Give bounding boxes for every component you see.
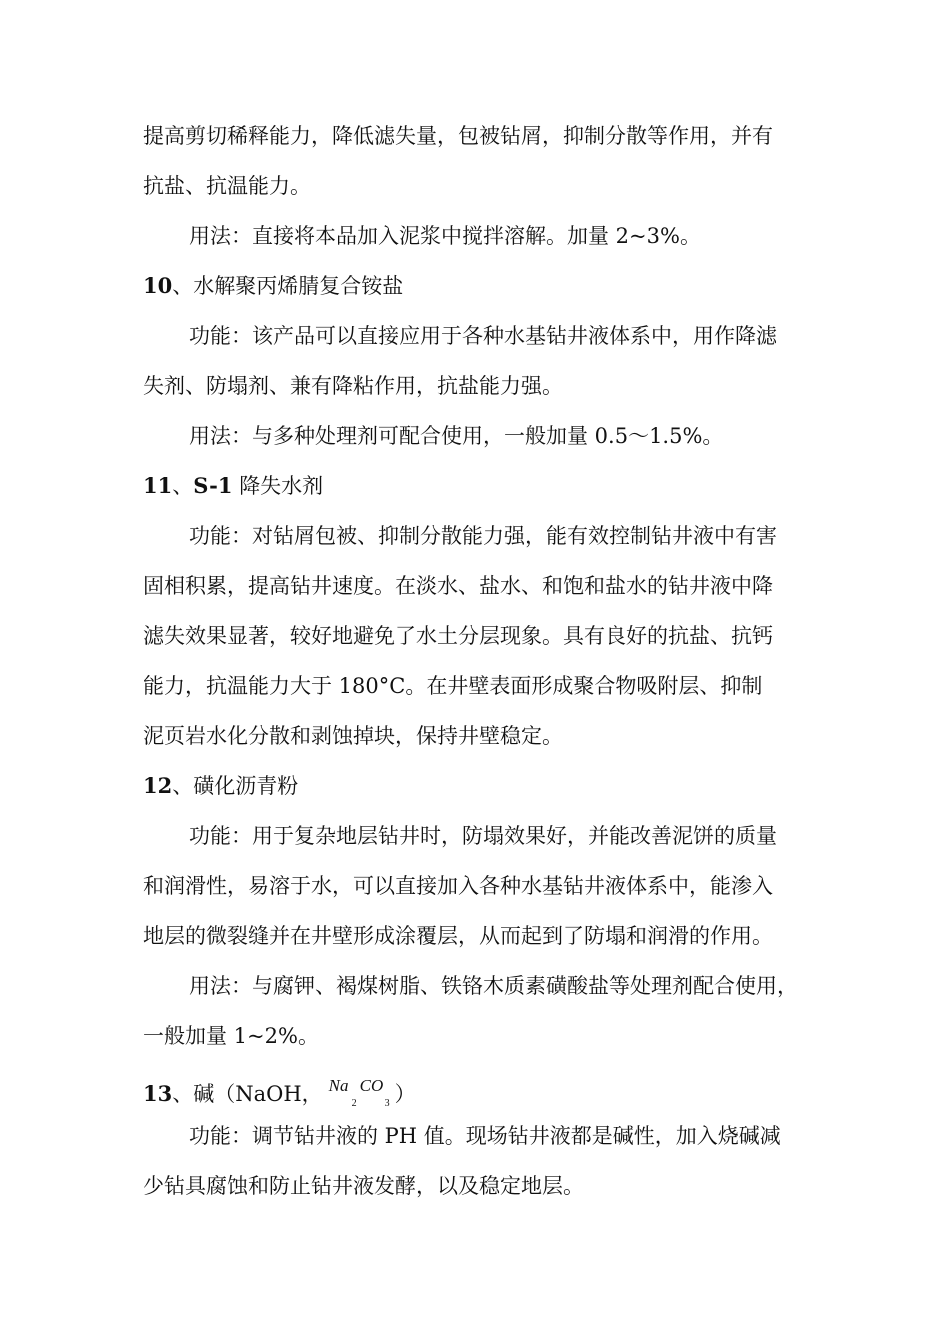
heading-code: S-1 bbox=[193, 473, 233, 498]
formula-na: Na bbox=[328, 1076, 349, 1095]
paragraph-line: 泥页岩水化分散和剥蚀掉块，保持井壁稳定。 bbox=[143, 724, 563, 748]
paragraph-line: 用法：直接将本品加入泥浆中搅拌溶解。加量 2~3%。 bbox=[189, 224, 701, 248]
heading-title: 降失水剂 bbox=[239, 474, 324, 498]
section-heading-12 bbox=[143, 771, 298, 801]
paragraph-line: 功能：对钻屑包被、抑制分散能力强，能有效控制钻井液中有害 bbox=[189, 524, 777, 548]
heading-number: 11 bbox=[143, 473, 173, 498]
paragraph-line: 地层的微裂缝并在井壁形成涂覆层，从而起到了防塌和润滑的作用。 bbox=[143, 924, 773, 948]
heading-separator: 、 bbox=[172, 774, 194, 798]
paragraph-line: 失剂、防塌剂、兼有降粘作用，抗盐能力强。 bbox=[143, 374, 563, 398]
formula-co: CO bbox=[359, 1076, 384, 1095]
section-heading-11 bbox=[143, 471, 323, 501]
section-heading-10 bbox=[143, 271, 403, 301]
paragraph-line: 功能：调节钻井液的 PH 值。现场钻井液都是碱性，加入烧碱减 bbox=[189, 1124, 781, 1148]
heading-separator: 、 bbox=[172, 1082, 194, 1106]
paragraph-line: 功能：该产品可以直接应用于各种水基钻井液体系中，用作降滤 bbox=[189, 324, 777, 348]
heading-title: 水解聚丙烯腈复合铵盐 bbox=[193, 274, 404, 298]
paragraph-line: 和润滑性，易溶于水，可以直接加入各种水基钻井液体系中，能渗入 bbox=[143, 874, 773, 898]
sodium-carbonate-formula bbox=[328, 1071, 390, 1109]
formula-subscript-3: 3 bbox=[384, 1098, 390, 1109]
section-heading-13 bbox=[143, 1071, 416, 1109]
paragraph-line: 提高剪切稀释能力，降低滤失量，包被钻屑，抑制分散等作用，并有 bbox=[143, 124, 773, 148]
paragraph-line: 固相积累，提高钻井速度。在淡水、盐水、和饱和盐水的钻井液中降 bbox=[143, 574, 773, 598]
heading-close-paren: ） bbox=[394, 1082, 416, 1106]
heading-title: 碱（NaOH， bbox=[193, 1082, 323, 1106]
paragraph-line: 功能：用于复杂地层钻井时，防塌效果好，并能改善泥饼的质量 bbox=[189, 824, 777, 848]
paragraph-line: 滤失效果显著，较好地避免了水土分层现象。具有良好的抗盐、抗钙 bbox=[143, 624, 773, 648]
paragraph-line: 用法：与多种处理剂可配合使用，一般加量 0.5～1.5%。 bbox=[189, 424, 724, 448]
heading-number: 13 bbox=[143, 1081, 173, 1106]
paragraph-line: 能力，抗温能力大于 180°C。在井壁表面形成聚合物吸附层、抑制 bbox=[143, 674, 763, 698]
heading-number: 10 bbox=[143, 273, 173, 298]
paragraph-line: 少钻具腐蚀和防止钻井液发酵，以及稳定地层。 bbox=[143, 1174, 584, 1198]
heading-number: 12 bbox=[143, 773, 173, 798]
heading-separator: 、 bbox=[172, 274, 194, 298]
formula-subscript-2: 2 bbox=[351, 1098, 357, 1109]
heading-separator: 、 bbox=[172, 474, 194, 498]
paragraph-line: 抗盐、抗温能力。 bbox=[143, 174, 311, 198]
heading-title: 磺化沥青粉 bbox=[193, 774, 299, 798]
paragraph-line: 用法：与腐钾、褐煤树脂、铁铬木质素磺酸盐等处理剂配合使用， bbox=[189, 974, 798, 998]
paragraph-line: 一般加量 1~2%。 bbox=[143, 1024, 319, 1048]
